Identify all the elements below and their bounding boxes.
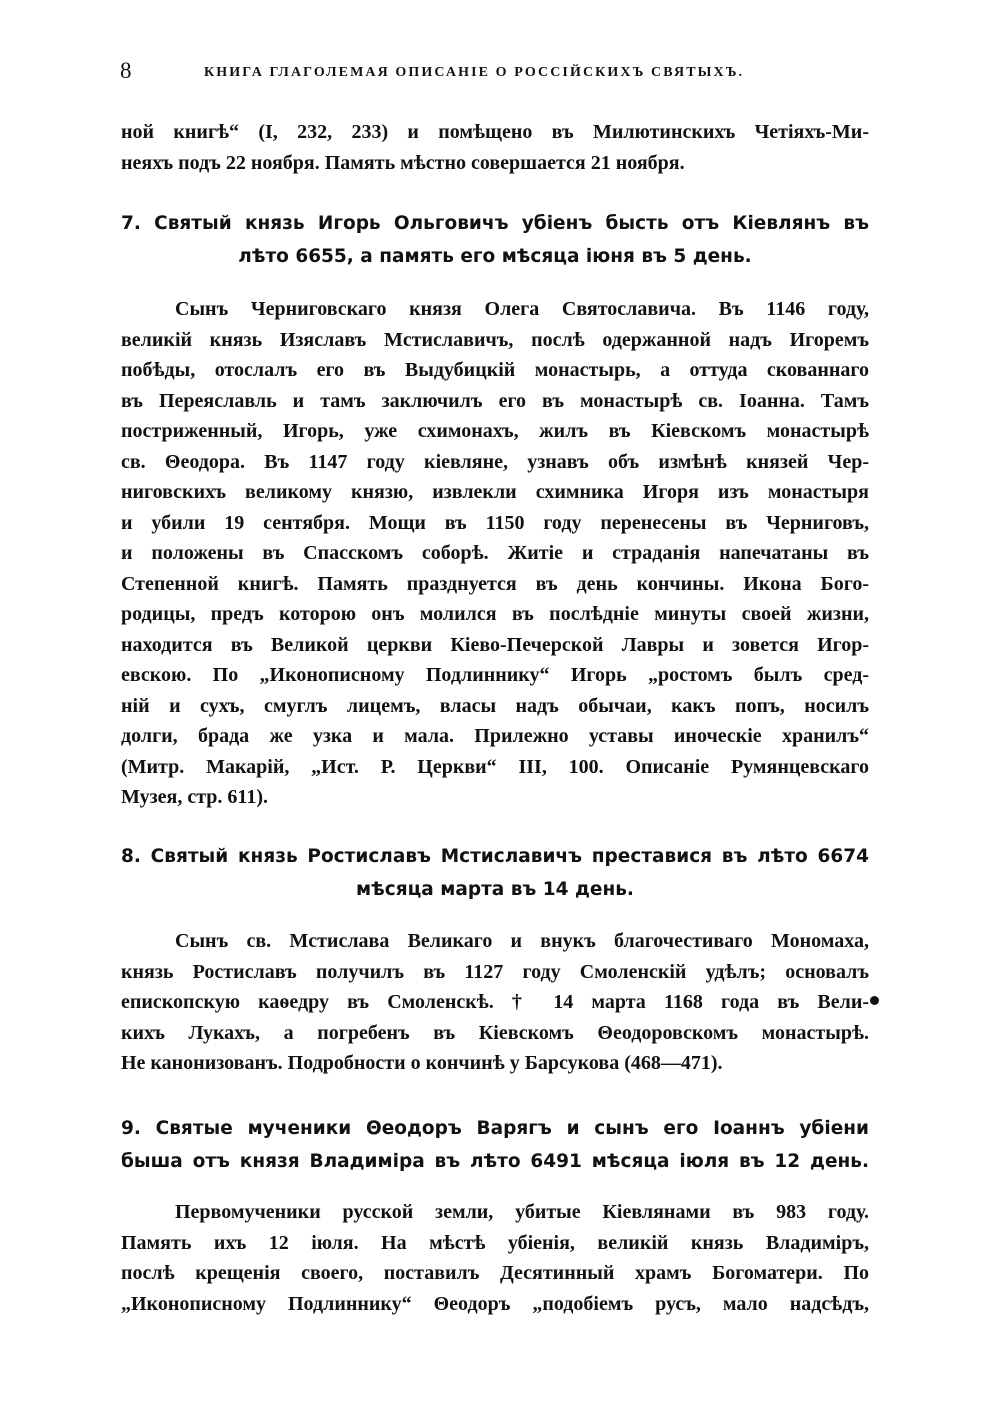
heading-line: 9. Святые мученики Θеодоръ Варягъ и сынъ его Іоаннъ убіени: [121, 1118, 869, 1139]
text-line: послѣ крещенія своего, поставилъ Десятинный храмъ Богоматери. По: [121, 1262, 869, 1284]
text-line: Музея, стр. 611).: [121, 786, 268, 808]
intro-paragraph: [121, 117, 869, 178]
heading-line: 8. Святый князь Ростиславъ Мстиславичъ преставися въ лѣто 6674: [121, 846, 869, 867]
entry-8-heading: [121, 840, 869, 906]
text-line: побѣды, отослалъ его въ Выдубицкій монастырь, а оттуда скованнаго: [121, 359, 869, 381]
text-line: Сынъ св. Мстислава Великаго и внукъ благочестиваго Мономаха,: [175, 930, 869, 952]
heading-line: быша отъ князя Владиміра въ лѣто 6491 мѣсяца іюля въ 12 день.: [121, 1151, 869, 1172]
text-line: постриженный, Игорь, уже схимонахъ, жилъ въ Кіевскомъ монастырѣ: [121, 420, 869, 442]
entry-8-body: [121, 926, 869, 1079]
entry-9-heading: [121, 1112, 869, 1178]
text-line: (Митр. Макарій, „Ист. Р. Церкви“ III, 100. Описаніе Румянцевскаго: [121, 755, 869, 778]
text-line: Сынъ Черниговскаго князя Олега Святославича. Въ 1146 году,: [175, 298, 869, 320]
page-number: 8: [120, 58, 132, 83]
text-line: находится въ Великой церкви Кіево-Печерской Лавры и зовется Игор-: [121, 633, 869, 656]
text-line: родицы, предъ которою онъ молился въ послѣдніе минуты своей жизни,: [121, 603, 869, 625]
heading-line: мѣсяца марта въ 14 день.: [356, 879, 634, 900]
text-line: великій князь Изяславъ Мстиславичъ, послѣ одержанной надъ Игоремъ: [121, 328, 869, 351]
text-line: Первомученики русской земли, убитые Кіевлянами въ 983 году.: [175, 1201, 869, 1223]
text-line: долги, брада же узка и мала. Прилежно уставы иноческіе хранилъ“: [121, 725, 869, 747]
text-line: Степенной книгѣ. Память празднуется въ день кончины. Икона Бого-: [121, 572, 869, 595]
text-line: и убили 19 сентября. Мощи въ 1150 году перенесены въ Черниговъ,: [121, 511, 869, 534]
running-header: [120, 58, 880, 88]
running-title: КНИГА ГЛАГОЛЕМАЯ ОПИСАНІЕ О РОССІЙСКИХЪ СВЯТЫХЪ.: [204, 65, 745, 80]
text-line: епископскую каѳедру въ Смоленскѣ. † 14 марта 1168 года въ Вели-: [121, 991, 869, 1013]
text-line: князь Ростиславъ получилъ въ 1127 году Смоленскій удѣлъ; основалъ: [121, 960, 869, 983]
text-line: въ Переяславль и тамъ заключилъ его въ монастырѣ св. Іоанна. Тамъ: [121, 389, 869, 412]
text-line: неяхъ подъ 22 ноября. Память мѣстно совершается 21 ноября.: [121, 151, 685, 174]
entry-7-body: [121, 294, 869, 813]
text-line: кихъ Лукахъ, а погребенъ въ Кіевскомъ Θеодоровскомъ монастырѣ.: [121, 1021, 869, 1044]
entry-9-body: [121, 1197, 869, 1319]
text-line: ниговскихъ великому князю, извлекли схимника Игоря изъ монастыря: [121, 481, 869, 503]
entry-7-heading: [121, 207, 869, 273]
margin-dot: [870, 996, 879, 1005]
text-line: ной книгѣ“ (I, 232, 233) и помѣщено въ Милютинскихъ Четіяхъ-Ми-: [121, 121, 869, 143]
heading-line: 7. Святый князь Игорь Ольговичъ убіенъ бысть отъ Кіевлянъ въ: [121, 213, 869, 234]
text-line: и положены въ Спасскомъ соборѣ. Житіе и страданія напечатаны въ: [121, 542, 869, 564]
heading-line: лѣто 6655, а память его мѣсяца іюня въ 5 день.: [238, 246, 752, 267]
text-line: Не канонизованъ. Подробности о кончинѣ у Барсукова (468—471).: [121, 1052, 723, 1074]
text-line: св. Θеодора. Въ 1147 году кіевляне, узнавъ объ измѣнѣ князей Чер-: [121, 450, 869, 473]
text-line: „Иконописному Подлиннику“ Θеодоръ „подобіемъ русъ, мало надсѣдъ,: [121, 1292, 869, 1315]
text-line: евскою. По „Иконописному Подлиннику“ Игорь „ростомъ былъ сред-: [121, 664, 869, 686]
text-line: ній и сухъ, смуглъ лицемъ, власы надъ обычаи, какъ попъ, носилъ: [121, 694, 869, 717]
text-line: Память ихъ 12 іюля. На мѣстѣ убіенія, великій князь Владиміръ,: [121, 1231, 869, 1254]
